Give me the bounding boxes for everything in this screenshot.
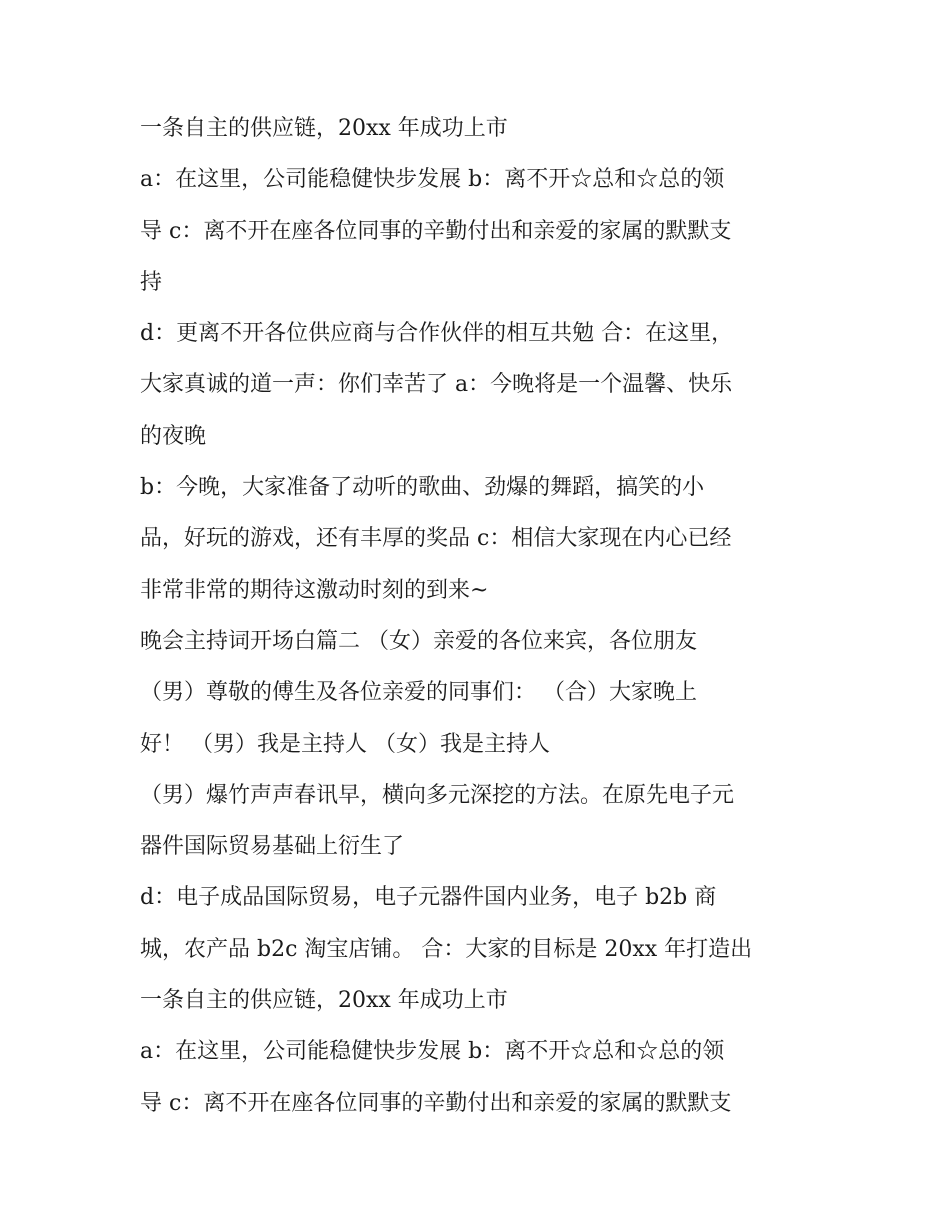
text-line: b：今晚，大家准备了动听的歌曲、劲爆的舞蹈，搞笑的小 — [140, 475, 705, 501]
text-line: 导 c：离不开在座各位同事的辛勤付出和亲爱的家属的默默支 — [140, 218, 732, 244]
text-line: 导 c：离不开在座各位同事的辛勤付出和亲爱的家属的默默支 — [140, 1090, 732, 1116]
text-line: d：更离不开各位供应商与合作伙伴的相互共勉 合：在这里， — [140, 321, 734, 347]
text-line: （男）爆竹声声春讯早，横向多元深挖的方法。在原先电子元 — [140, 782, 735, 808]
text-line: a：在这里，公司能稳健快步发展 b：离不开☆总和☆总的领 — [140, 167, 725, 193]
text-line: d：电子成品国际贸易，电子元器件国内业务，电子 b2b 商 — [140, 885, 717, 911]
text-line: 大家真诚的道一声：你们幸苦了 a：今晚将是一个温馨、快乐 — [140, 372, 733, 398]
text-line: 持 — [140, 269, 163, 295]
text-line: 一条自主的供应链，20xx 年成功上市 — [140, 116, 508, 141]
text-line: 非常非常的期待这激动时刻的到来~ — [140, 577, 489, 603]
text-line: 晚会主持词开场白篇二 （女）亲爱的各位来宾，各位朋友 — [140, 628, 697, 654]
text-line: 城，农产品 b2c 淘宝店铺。 合：大家的目标是 20xx 年打造出 — [140, 936, 753, 962]
text-line: 品，好玩的游戏，还有丰厚的奖品 c：相信大家现在内心已经 — [140, 526, 732, 552]
text-line: 好！ （男）我是主持人 （女）我是主持人 — [140, 731, 550, 757]
text-line: 的夜晚 — [140, 423, 207, 449]
text-line: （男）尊敬的傅生及各位亲爱的同事们： （合）大家晚上 — [140, 680, 697, 706]
text-line: a：在这里，公司能稳健快步发展 b：离不开☆总和☆总的领 — [140, 1039, 725, 1065]
text-line: 器件国际贸易基础上衍生了 — [140, 834, 405, 860]
text-line: 一条自主的供应链，20xx 年成功上市 — [140, 988, 508, 1014]
document-body — [140, 108, 830, 1134]
